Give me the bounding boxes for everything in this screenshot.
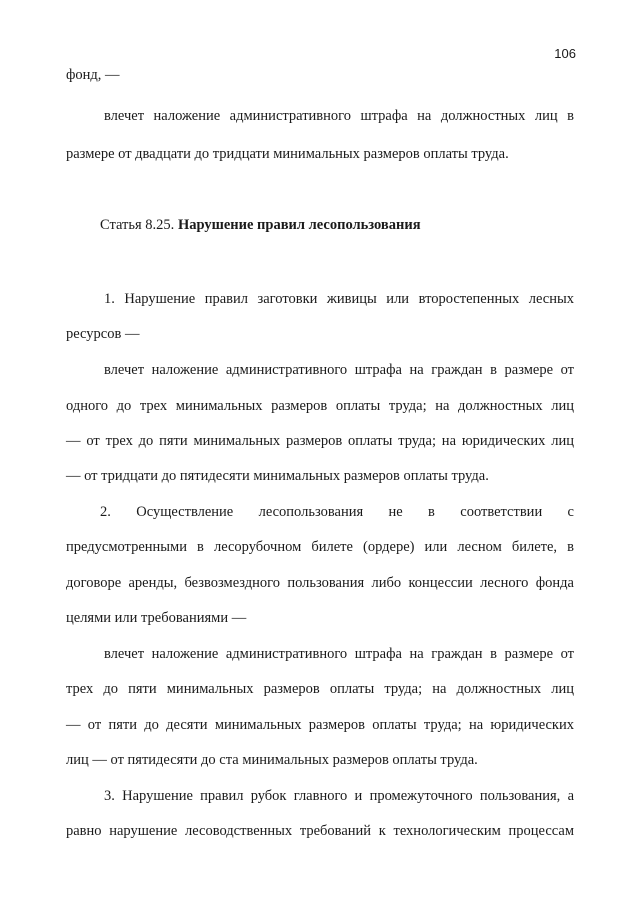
text-line: — от тридцати до пятидесяти минимальных размеров оплаты труда. xyxy=(66,468,489,484)
text-line: договоре аренды, безвозмездного пользования либо концессии лесного фонда xyxy=(66,575,574,591)
text-line: влечет наложение административного штрафа на граждан в размере от xyxy=(104,362,574,378)
text-line: 3. Нарушение правил рубок главного и промежуточного пользования, а xyxy=(104,788,574,804)
text-line: — от пяти до десяти минимальных размеров оплаты труда; на юридических xyxy=(66,717,574,733)
text-line: фонд, — xyxy=(66,67,120,83)
article-title: Нарушение правил лесопользования xyxy=(177,217,421,233)
article-heading xyxy=(100,216,421,234)
article-number: Статья 8.25. xyxy=(100,217,175,233)
text-line: влечет наложение административного штрафа на должностных лиц в xyxy=(104,108,574,124)
text-line: — от трех до пяти минимальных размеров оплаты труда; на юридических лиц xyxy=(66,433,574,449)
text-line: равно нарушение лесоводственных требований к технологическим процессам xyxy=(66,823,574,839)
text-line: 2. Осуществление лесопользования не в соответствии с xyxy=(100,504,574,520)
page-number: 106 xyxy=(554,46,576,61)
text-line: влечет наложение административного штрафа на граждан в размере от xyxy=(104,646,574,662)
text-line: трех до пяти минимальных размеров оплаты труда; на должностных лиц xyxy=(66,681,574,697)
text-line: лиц — от пятидесяти до ста минимальных размеров оплаты труда. xyxy=(66,752,478,768)
text-line: целями или требованиями — xyxy=(66,610,247,626)
text-line: ресурсов — xyxy=(66,326,140,342)
text-line: 1. Нарушение правил заготовки живицы или второстепенных лесных xyxy=(104,291,574,307)
text-line: размере от двадцати до тридцати минимальных размеров оплаты труда. xyxy=(66,146,509,162)
text-line: предусмотренными в лесорубочном билете (ордере) или лесном билете, в xyxy=(66,539,574,555)
text-line: одного до трех минимальных размеров оплаты труда; на должностных лиц xyxy=(66,398,574,414)
